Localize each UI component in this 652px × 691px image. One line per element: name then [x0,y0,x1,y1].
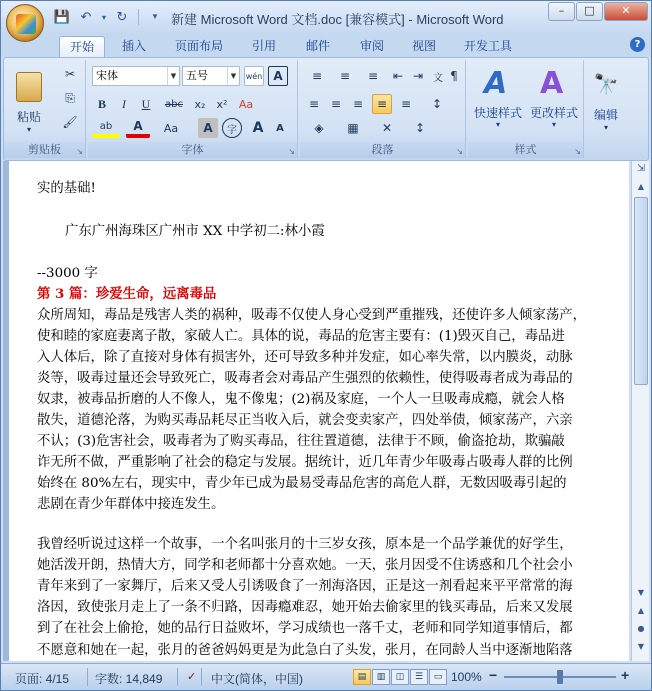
increase-indent-button[interactable]: ⇥ [412,69,424,83]
doc-line: 始终在 80%左右，现实中，青少年已成为最易受毒品危害的高危人群，无数因吸毒引起的 [37,476,567,491]
clipboard-group [4,60,86,158]
numbering-button[interactable]: ≡ [339,69,351,83]
shading-button[interactable]: ◈ [314,121,324,135]
window-controls [548,2,648,21]
page-count[interactable]: 页面: 4/15 [15,672,70,686]
paste-button[interactable] [10,62,48,140]
close-button[interactable]: ✕ [604,2,648,21]
clipboard-label-text: 剪贴板 [28,144,61,156]
styles-group [468,60,584,158]
help-icon[interactable]: ? [630,37,645,52]
ruler-toggle-icon[interactable]: ⇲ [636,163,646,174]
char-border-icon[interactable]: A [268,66,288,86]
clipboard-launcher-icon[interactable]: ↘ [76,147,83,156]
document-page[interactable] [9,161,629,661]
zoom-in-button[interactable]: + [621,667,630,683]
cut-icon[interactable]: ✂ [64,67,76,81]
styles-label-text: 样式 [514,144,537,156]
bullets-button[interactable]: ≡ [311,69,323,83]
doc-line: 奴隶，被毒品折磨的人不像人，鬼不像鬼；(2)祸及家庭，一个人一旦吸毒成瘾，就会人格 [37,392,565,407]
quick-styles-dropdown-icon: ▾ [495,120,500,129]
shrink-font-button[interactable]: A [276,122,284,134]
undo-icon[interactable]: ↶ [80,9,92,25]
doc-line: 悲剧在青少年群体中接连发生。 [37,497,225,512]
decrease-indent-button[interactable]: ⇤ [392,69,404,83]
font-name-combo[interactable] [92,66,180,86]
format-painter-icon[interactable]: 🖌 [62,115,78,129]
paragraph-group [300,60,466,158]
change-styles-icon: A [540,66,564,101]
font-launcher-icon[interactable]: ↘ [288,147,295,156]
doc-line: 入人体后，除了直接对身体有损害外，还可导致多种并发症，如心率失常，以内膜炎，动脉 [37,350,573,365]
tab-home[interactable]: 开始 [59,36,105,57]
tab-page-layout[interactable]: 页面布局 [174,39,223,53]
doc-line: 实的基础! [37,181,96,196]
editing-dropdown-icon: ▾ [603,123,608,132]
editing-group [586,60,626,158]
italic-button[interactable]: I [122,96,126,111]
justify-button[interactable]: ≡ [372,94,392,114]
outline-view-icon[interactable]: ☰ [410,669,428,685]
window-title: 新建 Microsoft Word 文档.doc [兼容模式] - Microsoft Word [171,12,504,27]
tab-developer[interactable]: 开发工具 [463,39,512,53]
editing-label: 编辑 [593,108,618,122]
zoom-slider-thumb[interactable] [557,670,563,684]
doc-line: 不认；(3)危害社会，吸毒者为了购买毒品，往往置道德，法律于不顾，偷盗抢劫，欺骗敲 [37,434,565,449]
paste-dropdown-icon: ▾ [26,125,31,134]
tab-insert[interactable]: 插入 [121,39,146,53]
quick-styles-label: 快速样式 [473,106,522,120]
font-name-value: 宋体 [96,69,118,82]
distributed-button[interactable]: ≡ [400,97,412,111]
doc-line: 众所周知，毒品是残害人类的祸种，吸毒不仅使人身心受到严重摧残，还使许多人倾家荡产， [37,308,587,323]
scroll-thumb[interactable] [634,197,648,385]
quick-styles-icon: A [484,66,508,101]
web-layout-view-icon[interactable]: ◫ [391,669,409,685]
multilevel-list-button[interactable]: ≡ [367,69,379,83]
center-button[interactable]: ≡ [330,97,342,111]
editing-button[interactable] [588,62,624,140]
phonetic-guide-icon[interactable]: wén [244,66,264,86]
chinese-layout-icon[interactable]: 文 [433,72,443,84]
paragraph-group-label [300,142,465,158]
styles-group-label [468,142,583,158]
doc-line: --3000 字 [37,266,98,281]
zoom-out-button[interactable]: − [489,667,498,683]
qat-separator [138,9,139,25]
binoculars-icon: 🔭 [593,72,619,96]
office-logo-icon [16,14,36,34]
doc-line: 散失，道德沦落，为购买毒品耗尽正当收入后，就会变卖家产，四处举债，倾家荡产，六亲 [37,413,573,428]
tab-review[interactable]: 审阅 [359,39,384,53]
sort-button[interactable]: ↕ [414,121,426,135]
title-bar [1,1,651,33]
highlight-button[interactable]: ab [92,118,120,138]
doc-line: 炎等，吸毒过量还会导致死亡，吸毒者会对毒品产生强烈的依赖性，使得吸毒者成为毒品的 [37,371,573,386]
status-separator [177,668,178,686]
scroll-down-button[interactable]: ▼ [637,588,645,597]
status-separator [87,668,88,686]
undo-dropdown-icon[interactable]: ▾ [101,12,106,22]
doc-line: 使和睦的家庭妻离子散，家破人亡。具体的说，毒品的危害主要有：(1)毁灭自己，毒品进 [37,329,565,344]
bold-button[interactable]: B [97,96,106,111]
minimize-button[interactable]: – [548,2,575,21]
doc-line: 洛因，致使张月走上了一条不归路，因毒瘾难忍，她开始去偷家里的钱买毒品，后来又发展 [37,600,573,615]
font-label-text: 字体 [181,144,204,156]
ribbon [3,57,649,161]
font-color-button[interactable]: A [126,118,150,138]
redo-icon[interactable]: ↻ [116,9,128,25]
underline-button[interactable]: U [141,96,151,111]
status-separator [201,668,202,686]
zoom-level[interactable]: 100% [451,670,482,684]
chevron-down-icon[interactable]: ▼ [227,67,239,85]
doc-line: 我曾经听说过这样一个故事，一个名叫张月的十三岁女孩，原本是一个品学兼优的好学生， [37,537,573,552]
customize-qat-icon[interactable]: ▾ [152,12,158,22]
document-area [3,161,629,661]
save-icon[interactable]: 💾 [53,9,71,25]
office-button[interactable] [6,4,44,42]
print-layout-view-icon[interactable]: ▤ [353,669,371,685]
previous-page-button[interactable]: ▲ [637,606,645,615]
asian-layout-button[interactable]: ✕ [381,121,393,135]
enclose-characters-button[interactable]: 字 [222,118,242,138]
styles-launcher-icon[interactable]: ↘ [574,147,581,156]
change-styles-label: 更改样式 [529,106,578,120]
doc-line: 广东广州海珠区广州市 XX 中学初二:林小霞 [65,224,325,239]
change-case-button[interactable]: Aa [163,121,179,135]
clipboard-group-label [4,142,85,158]
doc-line: 不愿意和她在一起，张月的爸爸妈妈更是为此急白了头发，张月，在同龄人当中逐渐地陷落 [37,643,573,658]
draft-view-icon[interactable]: ▭ [429,669,447,685]
superscript-button[interactable]: x² [216,97,228,111]
article-heading: 第 3 篇：珍爱生命，远离毒品 [37,286,217,302]
paste-icon [16,72,42,102]
status-bar [1,663,651,691]
spelling-check-icon[interactable]: ✓ [187,671,197,683]
show-marks-button[interactable]: ¶ [450,69,458,83]
word-count[interactable]: 字数: 14,849 [95,672,163,686]
paste-label: 粘贴 [16,110,41,124]
quick-access-toolbar [51,6,166,28]
vertical-scrollbar[interactable] [631,161,649,661]
tab-mailings[interactable]: 邮件 [305,39,330,53]
strikethrough-button[interactable]: abc [165,98,183,110]
ribbon-tabs [1,33,651,57]
tab-references[interactable]: 引用 [251,39,276,53]
char-shading-button[interactable]: A [198,118,218,138]
paragraph-launcher-icon[interactable]: ↘ [456,147,463,156]
language-indicator[interactable]: 中文(简体，中国) [211,672,303,686]
tab-view[interactable]: 视图 [411,39,436,53]
borders-button[interactable]: ▦ [347,121,359,135]
line-spacing-button[interactable]: ↕ [431,97,443,111]
scroll-up-button[interactable]: ▲ [637,182,645,191]
doc-line: 诈无所不做，严重影响了社会的稳定与发展。据统计，近几年青少年吸毒占吸毒人群的比例 [37,455,573,470]
font-size-value: 五号 [186,69,208,82]
subscript-button[interactable]: x₂ [194,97,206,111]
align-right-button[interactable]: ≡ [352,97,364,111]
paragraph-label-text: 段落 [371,144,394,156]
change-styles-dropdown-icon: ▾ [551,120,556,129]
copy-icon[interactable]: ⎘ [65,90,75,105]
font-group-label [88,142,297,158]
doc-line: 她活泼开朗，热情大方，同学和老师都十分喜欢她。一天，张月因受不住诱惑和几个社会小 [37,558,573,573]
doc-line: 青年来到了一家舞厅，后来又受人引诱吸食了一剂海洛因，正是这一剂看起来平平常常的海 [37,579,573,594]
select-browse-object-button[interactable]: ● [637,624,645,633]
quick-styles-button[interactable] [470,62,526,140]
maximize-button[interactable]: □ [576,2,603,21]
change-styles-button[interactable] [526,62,582,140]
full-screen-reading-view-icon[interactable]: ▥ [372,669,390,685]
align-left-button[interactable]: ≡ [308,97,320,111]
font-size-combo[interactable] [182,66,240,86]
font-group [88,60,298,158]
clear-formatting-button[interactable]: Aa [238,97,254,111]
grow-font-button[interactable]: A [252,120,264,136]
next-page-button[interactable]: ▼ [637,642,645,651]
doc-line: 到了在社会上偷抢，她的品行日益败坏，学习成绩也一落千丈，老师和同学知道事情后，都 [37,621,573,636]
chevron-down-icon[interactable]: ▼ [167,67,179,85]
